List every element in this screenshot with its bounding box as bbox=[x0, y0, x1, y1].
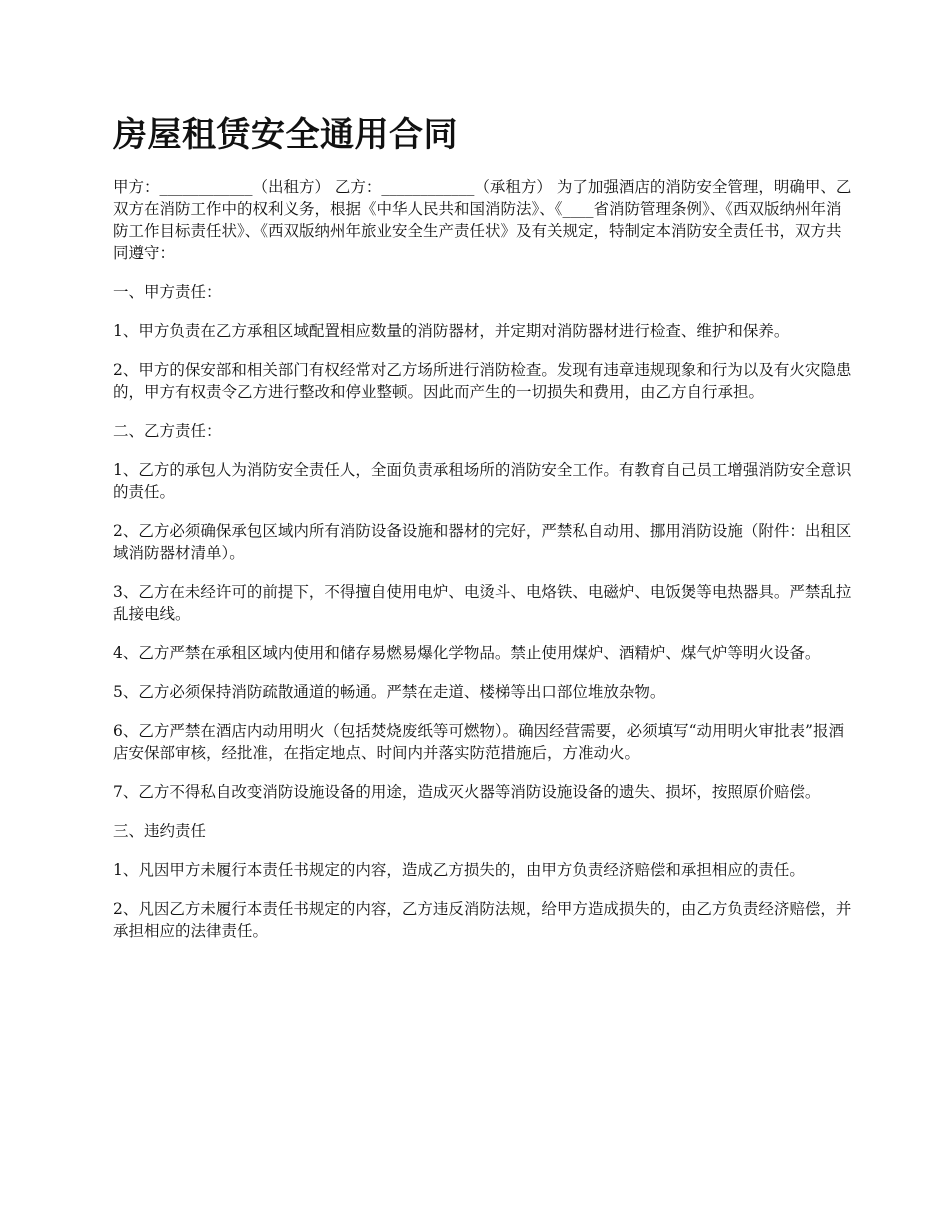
clause-b-2: 2、乙方必须确保承包区域内所有消防设备设施和器材的完好，严禁私自动用、挪用消防设施（附件：出租区域消防器材清单）。 bbox=[113, 522, 852, 562]
clause-liability-1: 1、凡因甲方未履行本责任书规定的内容，造成乙方损失的，由甲方负责经济赔偿和承担相应的责任。 bbox=[113, 861, 805, 879]
document-page bbox=[113, 112, 853, 959]
clause-b-3: 3、乙方在未经许可的前提下，不得擅自使用电炉、电烫斗、电烙铁、电磁炉、电饭煲等电热器具。严禁乱拉乱接电线。 bbox=[113, 583, 852, 623]
clause-b-1: 1、乙方的承包人为消防安全责任人，全面负责承租场所的消防安全工作。有教育自己员工增强消防安全意识的责任。 bbox=[113, 461, 852, 501]
section-heading-party-a: 一、甲方责任： bbox=[113, 283, 222, 301]
section-heading-liability: 三、违约责任 bbox=[113, 822, 207, 840]
document-title: 房屋租赁安全通用合同 bbox=[113, 115, 458, 155]
clause-b-5: 5、乙方必须保持消防疏散通道的畅通。严禁在走道、楼梯等出口部位堆放杂物。 bbox=[113, 683, 666, 701]
clause-a-2: 2、甲方的保安部和相关部门有权经常对乙方场所进行消防检查。发现有违章违规现象和行为以及有火灾隐患的，甲方有权责令乙方进行整改和停业整顿。因此而产生的一切损失和费用，由乙方自行承担。 bbox=[113, 361, 852, 401]
clause-a-1: 1、甲方负责在乙方承租区域配置相应数量的消防器材，并定期对消防器材进行检查、维护和保养。 bbox=[113, 322, 790, 340]
clause-liability-2: 2、凡因乙方未履行本责任书规定的内容，乙方违反消防法规，给甲方造成损失的，由乙方负责经济赔偿，并承担相应的法律责任。 bbox=[113, 900, 852, 940]
clause-b-7: 7、乙方不得私自改变消防设施设备的用途，造成灭火器等消防设施设备的遗失、损坏，按照原价赔偿。 bbox=[113, 783, 821, 801]
clause-b-6: 6、乙方严禁在酒店内动用明火（包括焚烧废纸等可燃物）。确因经营需要，必须填写“动用明火审批表”报酒店安保部审核，经批准，在指定地点、时间内并落实防范措施后，方准动火。 bbox=[113, 722, 844, 762]
section-heading-party-b: 二、乙方责任： bbox=[113, 422, 222, 440]
intro-paragraph: 甲方：____________（出租方） 乙方：____________（承租方） 为了加强酒店的消防安全管理，明确甲、乙双方在消防工作中的权利义务，根据《中华人民共和国消防法》、《____省消防管理条例》、《西双版纳州年消防工作目标责任状》、《西双版纳州年旅业安全生产责任状》及有关规定，特制定本消防安全责任书，双方共同遵守： bbox=[113, 178, 852, 262]
clause-b-4: 4、乙方严禁在承租区域内使用和储存易燃易爆化学物品。禁止使用煤炉、酒精炉、煤气炉等明火设备。 bbox=[113, 644, 821, 662]
